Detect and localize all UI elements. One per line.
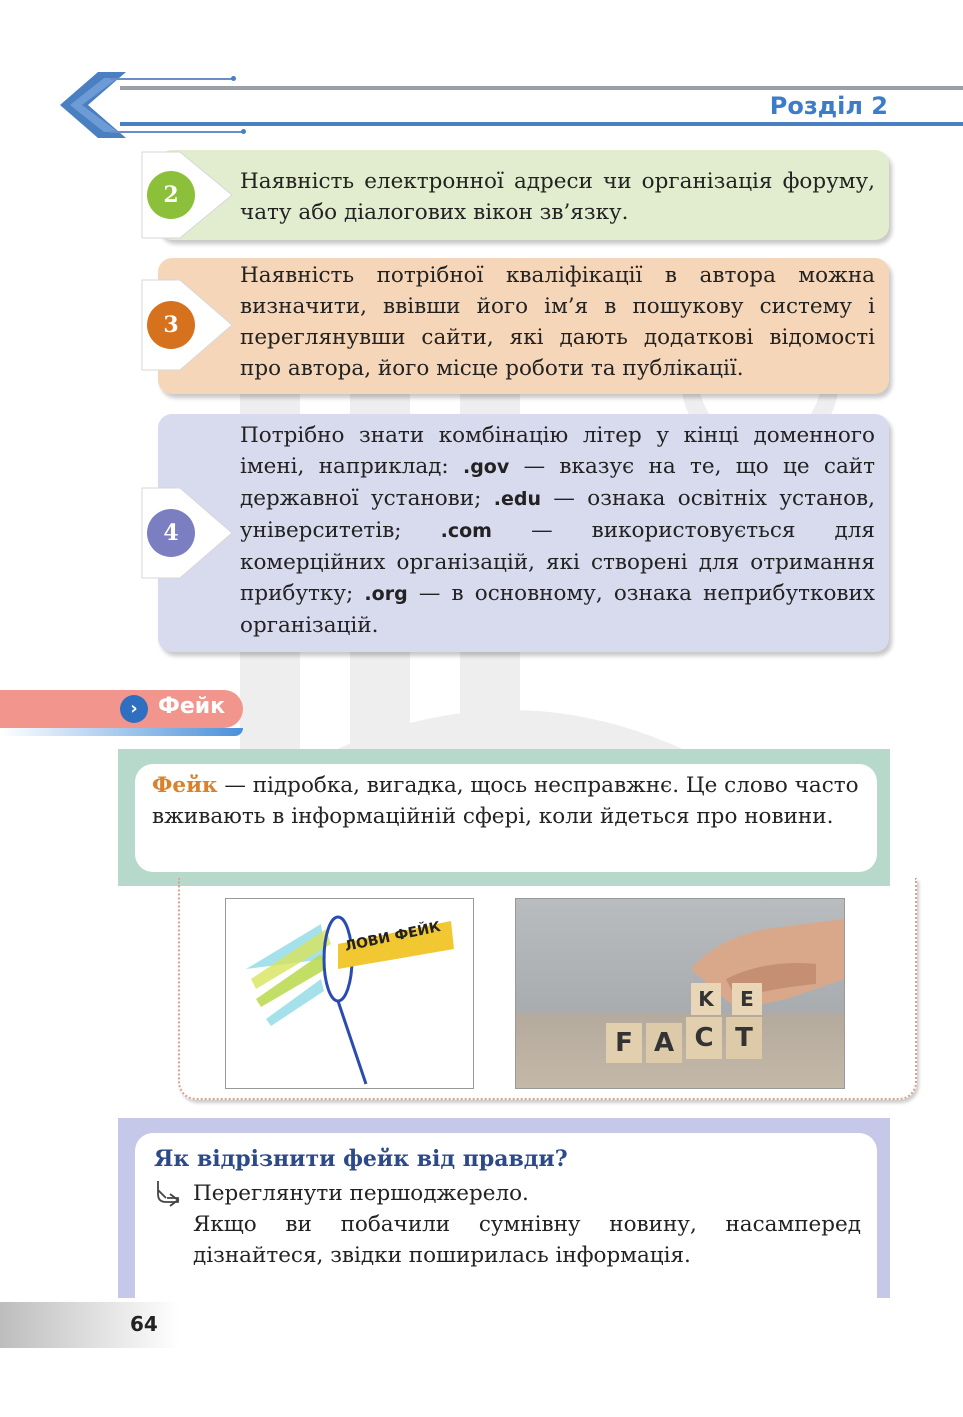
header-rule-blue (120, 122, 963, 126)
list-item-2-text: Наявність електронної адреси чи організація форуму, чату або діалогових вікон зв’язку. (240, 169, 875, 225)
question-title: Як відрізнити фейк від правди? (154, 1146, 568, 1172)
question-detail: Якщо ви побачили сумнівну новину, насамперед дізнайтеся, звідки поширилась інформація. (193, 1212, 861, 1268)
text-run: — в основному, ознака неприбуткових організацій. (240, 581, 875, 638)
text-run: — ознака освітніх установ, університетів; (240, 486, 875, 543)
list-number-3: 3 (147, 301, 195, 349)
definition-term: Фейк (152, 773, 218, 798)
cube-letter: T (726, 1017, 762, 1059)
header-dot (241, 129, 246, 134)
fact-fake-cubes-photo (515, 898, 845, 1089)
header-rule-thin-top (110, 78, 235, 80)
domain-code: .gov (462, 456, 510, 478)
definition-text (152, 770, 860, 832)
cube-letter: K (691, 983, 721, 1015)
cube-letter: A (646, 1023, 682, 1063)
catch-fake-illustration (225, 898, 474, 1089)
question-step: Переглянути першоджерело. (193, 1181, 529, 1206)
cube-letter: C (686, 1017, 722, 1059)
list-item-4-text (240, 420, 875, 641)
domain-code: .edu (493, 488, 541, 510)
hand-pointer-icon (152, 1178, 182, 1208)
section-tab-label: Фейк (158, 694, 226, 719)
sign-text: ЛОВИ ФЕЙК (343, 919, 443, 955)
domain-code: .org (364, 583, 408, 605)
text-run: — вказує на те, що це сайт державної установи; (240, 454, 875, 511)
list-number-4: 4 (147, 509, 195, 557)
header-rule-thin-bottom (110, 131, 245, 133)
chapter-label: Розділ 2 (769, 92, 888, 120)
list-number-2: 2 (147, 171, 195, 219)
cube-letter: F (606, 1023, 642, 1063)
chevron-right-icon: › (120, 695, 148, 723)
list-item-3-text: Наявність потрібної кваліфікації в автора можна визначити, ввівши його ім’я в пошукову систему і переглянувши сайти, які дають додаткові відомості про автора, його місце роботи та публікації. (240, 263, 875, 381)
header-chevron-icon (58, 70, 128, 140)
text-run: Потрібно знати комбінацію літер у кінці доменного імені, наприклад: (240, 423, 875, 479)
text-run: — використовується для комерційних організацій, які створені для отримання прибутку; (240, 518, 875, 606)
cube-letter: E (732, 983, 762, 1015)
page-number: 64 (130, 1312, 158, 1336)
question-body (193, 1178, 861, 1271)
definition-body: — підробка, вигадка, щось несправжнє. Це слово часто вживають в інформаційній сфері, коли йдеться про новини. (152, 773, 859, 829)
domain-code: .com (440, 520, 492, 542)
section-tab-underline (0, 728, 243, 736)
header-rule-gray (120, 86, 963, 90)
header-dot (231, 76, 236, 81)
